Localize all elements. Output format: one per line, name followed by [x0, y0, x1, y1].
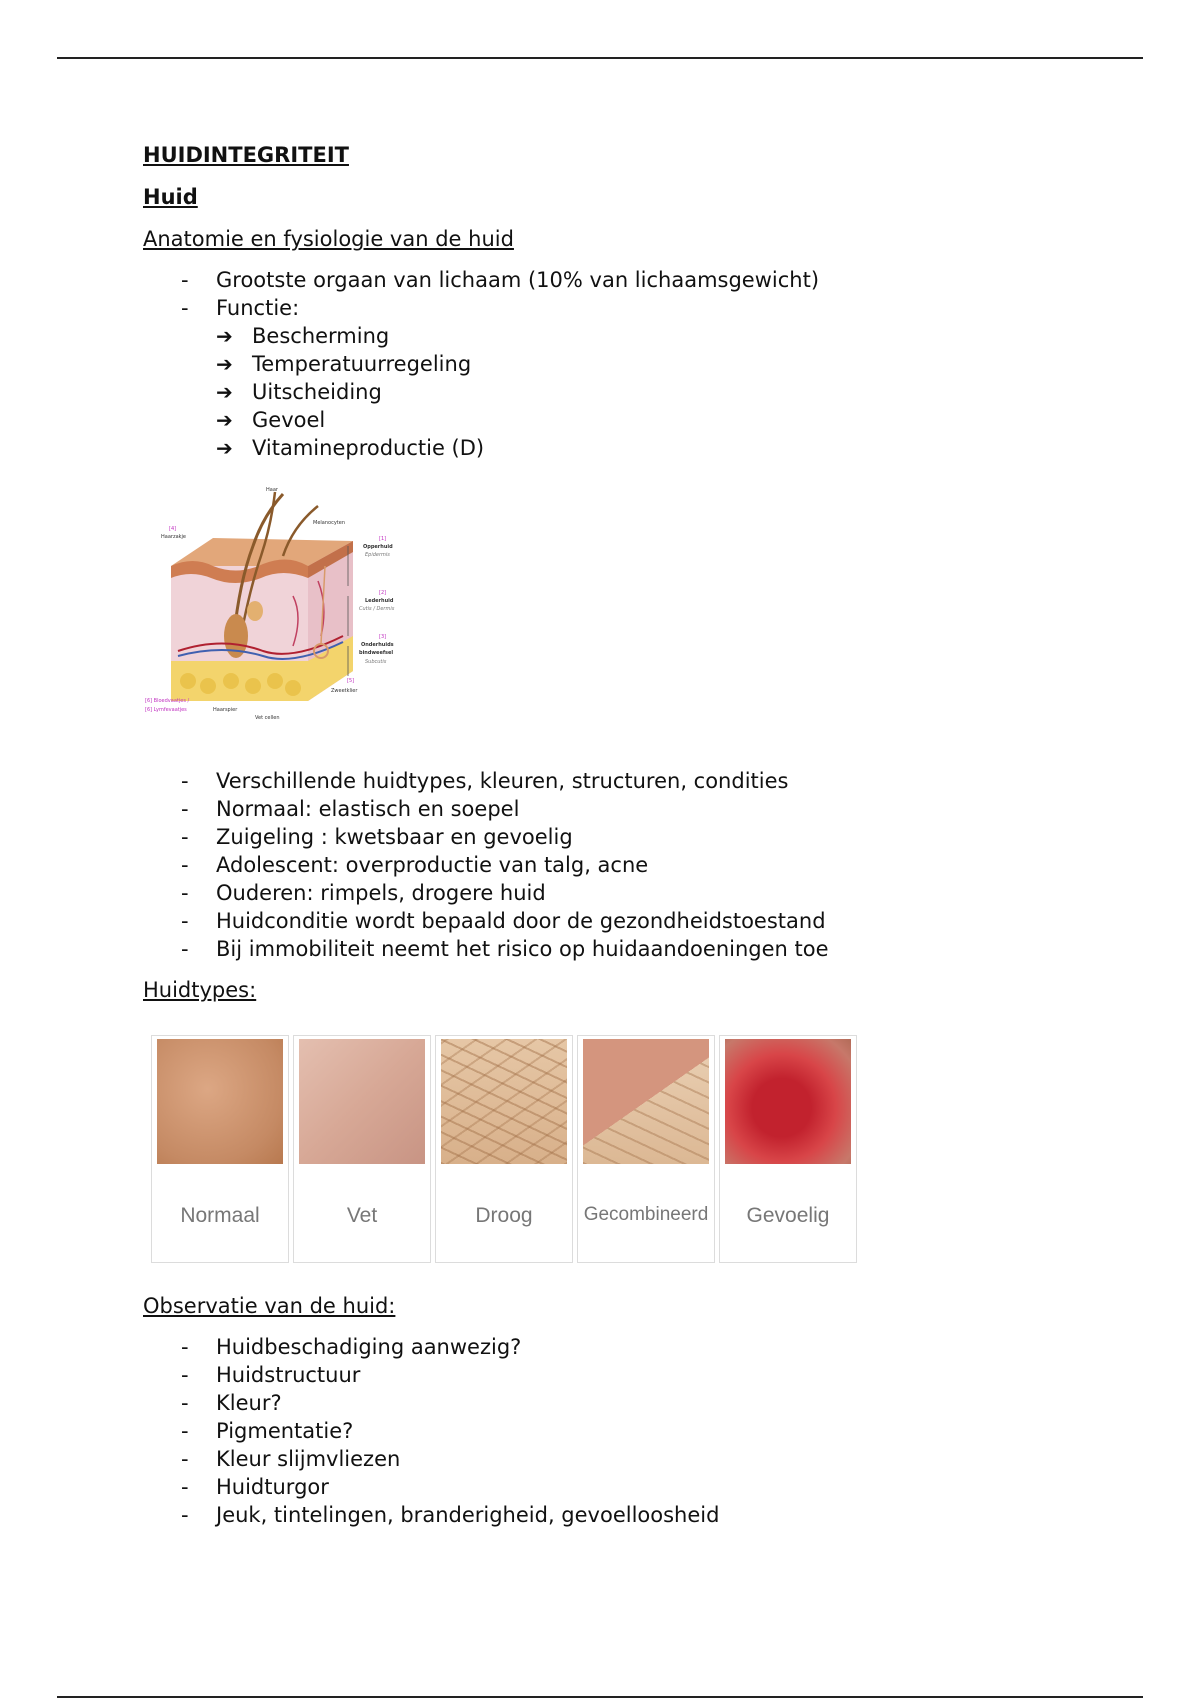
anatomy-list — [143, 266, 1063, 322]
label-haar: Haar — [266, 487, 278, 493]
function-label: Bescherming — [252, 324, 390, 348]
list-item: - Grootste orgaan van lichaam (10% van lichaamsgewicht) — [143, 266, 1063, 294]
list-item: - Pigmentatie? — [143, 1417, 1063, 1445]
skin-type-label: Normaal — [180, 1204, 260, 1227]
function-label: Temperatuurregeling — [252, 352, 472, 376]
skin-cross-section-illustration — [143, 486, 433, 741]
observation-heading: Observatie van de huid: — [143, 1294, 396, 1318]
list-item — [216, 378, 1063, 406]
list-item: - Adolescent: overproductie van talg, acne — [143, 851, 1063, 879]
label-onderhuids-num: [3] — [379, 634, 387, 640]
list-item: - Kleur slijmvliezen — [143, 1445, 1063, 1473]
skin-types-strip — [151, 1035, 1063, 1263]
skin-anatomy-diagram — [143, 486, 433, 741]
label-bindweefsel: bindweefsel — [359, 650, 394, 656]
skin-type-label: Gevoelig — [746, 1204, 830, 1227]
function-list — [143, 322, 1063, 462]
label-opperhuid-num: [1] — [379, 536, 387, 542]
arrow-right-icon: ➔ — [216, 408, 233, 432]
function-label: Vitamineproductie (D) — [252, 436, 485, 460]
list-item: - Bij immobiliteit neemt het risico op huidaandoeningen toe — [143, 935, 1063, 963]
label-lymfevaatjes: [6] Lymfevaatjes — [145, 707, 187, 713]
label-zweetklier: Zweetklier — [331, 688, 358, 694]
skin-sample-image — [441, 1039, 567, 1164]
list-item: - Huidturgor — [143, 1473, 1063, 1501]
label-epidermis: Epidermis — [365, 552, 390, 558]
arrow-right-icon: ➔ — [216, 380, 233, 404]
function-label: Gevoel — [252, 408, 326, 432]
list-item: - Huidstructuur — [143, 1361, 1063, 1389]
list-item: - Functie: — [143, 294, 1063, 322]
list-item — [216, 406, 1063, 434]
skin-type-label: Droog — [475, 1204, 533, 1227]
list-item: - Huidconditie wordt bepaald door de gezondheidstoestand — [143, 907, 1063, 935]
label-lederhuid: Lederhuid — [365, 598, 394, 604]
page-content — [143, 140, 1063, 1529]
list-item: - Huidbeschadiging aanwezig? — [143, 1333, 1063, 1361]
skin-sample-image — [583, 1039, 709, 1164]
list-item — [216, 434, 1063, 462]
footer-rule — [57, 1696, 1143, 1698]
skin-sample-image — [725, 1039, 851, 1164]
skin-type-card-gevoelig — [719, 1035, 857, 1263]
skin-sample-image — [157, 1039, 283, 1164]
arrow-right-icon: ➔ — [216, 352, 233, 376]
label-subcutis: Subcutis — [365, 659, 387, 665]
arrow-right-icon: ➔ — [216, 436, 233, 460]
label-haarspier: Haarspier — [213, 707, 238, 713]
label-bloedvaatjes: [6] Bloedvaatjes / — [145, 698, 190, 704]
general-list — [143, 767, 1063, 963]
skin-type-card-gecombineerd — [577, 1035, 715, 1263]
section-heading: Huid — [143, 185, 198, 209]
skin-type-card-normaal — [151, 1035, 289, 1263]
label-lederhuid-num: [2] — [379, 590, 387, 596]
document-title: HUIDINTEGRITEIT — [143, 143, 349, 167]
list-item — [216, 322, 1063, 350]
function-label: Uitscheiding — [252, 380, 382, 404]
skin-type-card-vet — [293, 1035, 431, 1263]
skin-types-heading: Huidtypes: — [143, 978, 257, 1002]
list-item: - Verschillende huidtypes, kleuren, structuren, condities — [143, 767, 1063, 795]
list-item: - Kleur? — [143, 1389, 1063, 1417]
anatomy-heading: Anatomie en fysiologie van de huid — [143, 227, 514, 251]
list-item — [216, 350, 1063, 378]
list-item: - Normaal: elastisch en soepel — [143, 795, 1063, 823]
header-rule — [57, 57, 1143, 59]
arrow-right-icon: ➔ — [216, 324, 233, 348]
observation-list — [143, 1333, 1063, 1529]
skin-sample-image — [299, 1039, 425, 1164]
label-zweetklier-num: [5] — [347, 678, 355, 684]
label-haarzakje: Haarzakje — [161, 534, 186, 540]
label-cutis: Cutis / Dermis — [359, 606, 395, 612]
skin-type-label: Gecombineerd — [583, 1204, 709, 1225]
list-item: - Zuigeling : kwetsbaar en gevoelig — [143, 823, 1063, 851]
label-opperhuid: Opperhuid — [363, 544, 393, 550]
label-onderhuids: Onderhuids — [361, 642, 394, 648]
label-haarzakje-num: [4] — [169, 526, 177, 532]
skin-type-label: Vet — [346, 1204, 378, 1227]
skin-type-card-droog — [435, 1035, 573, 1263]
list-item: - Jeuk, tintelingen, branderigheid, gevoelloosheid — [143, 1501, 1063, 1529]
label-vetcellen: Vet cellen — [255, 715, 280, 721]
list-item: - Ouderen: rimpels, drogere huid — [143, 879, 1063, 907]
label-melanocyten: Melanocyten — [313, 520, 345, 526]
